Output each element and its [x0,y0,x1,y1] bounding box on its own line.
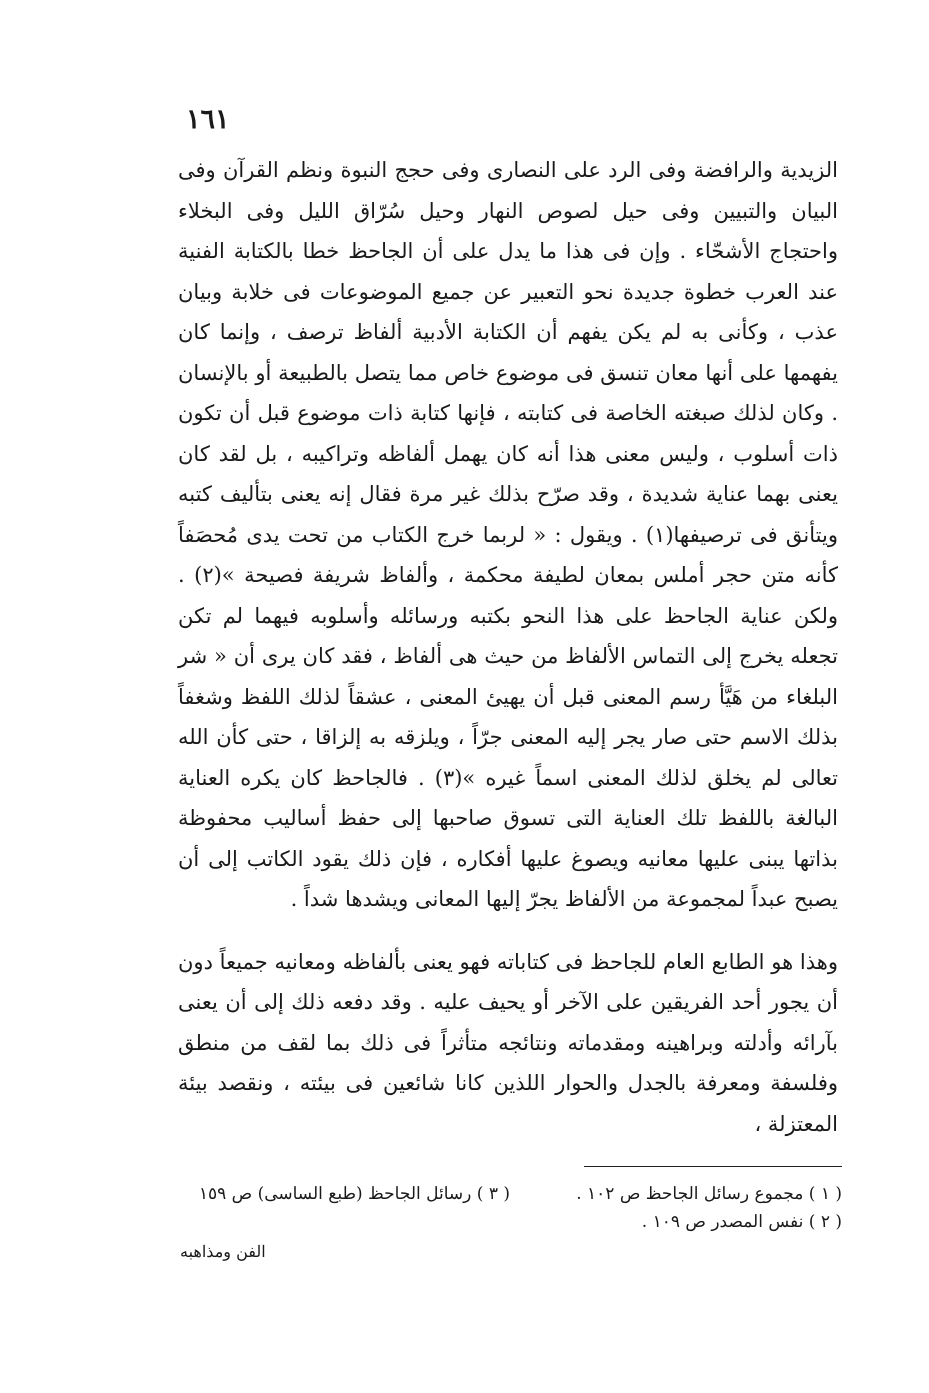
paragraph: وهذا هو الطابع العام للجاحظ فى كتاباته فهو يعنى بألفاظه ومعانيه جميعاً دون أن يجور أحد الفريقين على الآخر أو يحيف عليه . وقد دفعه ذلك إلى أن يعنى بآرائه وأدلته وبراهينه ومقدماته ونتائجه متأثراً فى ذلك بما لقف من منطق وفلسفة ومعرفة بالجدل والحوار اللذين كانا شائعين فى بيئته ، ونقصد بيئة المعتزلة ، [178,949,838,1136]
footnote-2: ( ٢ ) نفس المصدر ص ١٠٩ . [641,1212,842,1232]
page-number: ١٦١ [186,104,230,135]
footnote-row [178,1180,842,1208]
footnotes [178,1180,842,1236]
paragraph: الزيدية والرافضة وفى الرد على النصارى وفى حجج النبوة ونظم القرآن وفى البيان والتبيين وفى حيل لصوص النهار وحيل سُرّاق الليل وفى البخلاء واحتجاج الأشحّاء . وإن فى هذا ما يدل على أن الجاحظ خطا بالكتابة الفنية عند العرب خطوة جديدة نحو التعبير عن جميع الموضوعات فى خلابة وبيان عذب ، وكأنى به لم يكن يفهم أن الكتابة الأدبية ألفاظ ترصف ، وإنما كان يفهمها على أنها معان تنسق فى موضوع خاص مما يتصل بالطبيعة أو بالإنسان . وكان لذلك صبغته الخاصة فى كتابته ، فإنها كتابة ذات موضوع قبل أن تكون ذات أسلوب ، وليس معنى هذا أنه كان يهمل ألفاظه وتراكيبه ، بل لقد كان يعنى بهما عناية شديدة ، وقد صرّح بذلك غير مرة فقال إنه يعنى بتأليف كتبه ويتأنق فى ترصيفها(١) . ويقول : « لربما خرج الكتاب من تحت يدى مُحصَفاً كأنه متن حجر أملس بمعان لطيفة محكمة ، وألفاظ شريفة فصيحة »(٢) . ولكن عناية الجاحظ على هذا النحو بكتبه ورسائله وأسلوبه فيهما لم تكن تجعله يخرج إلى التماس الألفاظ من حيث هى ألفاظ ، فقد كان يرى أن « شر البلغاء من هَيَّأ رسم المعنى قبل أن يهيئ المعنى ، عشقاً لذلك اللفظ وشغفاً بذلك الاسم حتى صار يجر إليه المعنى جرّاً ، ويلزقه به إلزاقا ، حتى كأن الله تعالى لم يخلق لذلك المعنى اسماً غيره »(٣) . فالجاحظ كان يكره العناية البالغة باللفظ تلك العناية التى تسوق صاحبها إلى حفظ أساليب محفوظة بذاتها يبنى عليها معانيه ويصوغ عليها أفكاره ، فإن ذلك يقود الكاتب إلى أن يصبح عبداً لمجموعة من الألفاظ يجرّ إليها المعانى ويشدها شداً . [178,158,838,911]
running-footer: الفن ومذاهبه [180,1242,266,1261]
footnote-row [178,1208,842,1236]
main-text [178,150,838,1144]
footnote-divider [584,1166,842,1167]
footnote-1: ( ١ ) مجموع رسائل الجاحظ ص ١٠٢ . [576,1184,842,1204]
footnote-3: ( ٣ ) رسائل الجاحظ (طبع الساسى) ص ١٥٩ [198,1184,510,1204]
